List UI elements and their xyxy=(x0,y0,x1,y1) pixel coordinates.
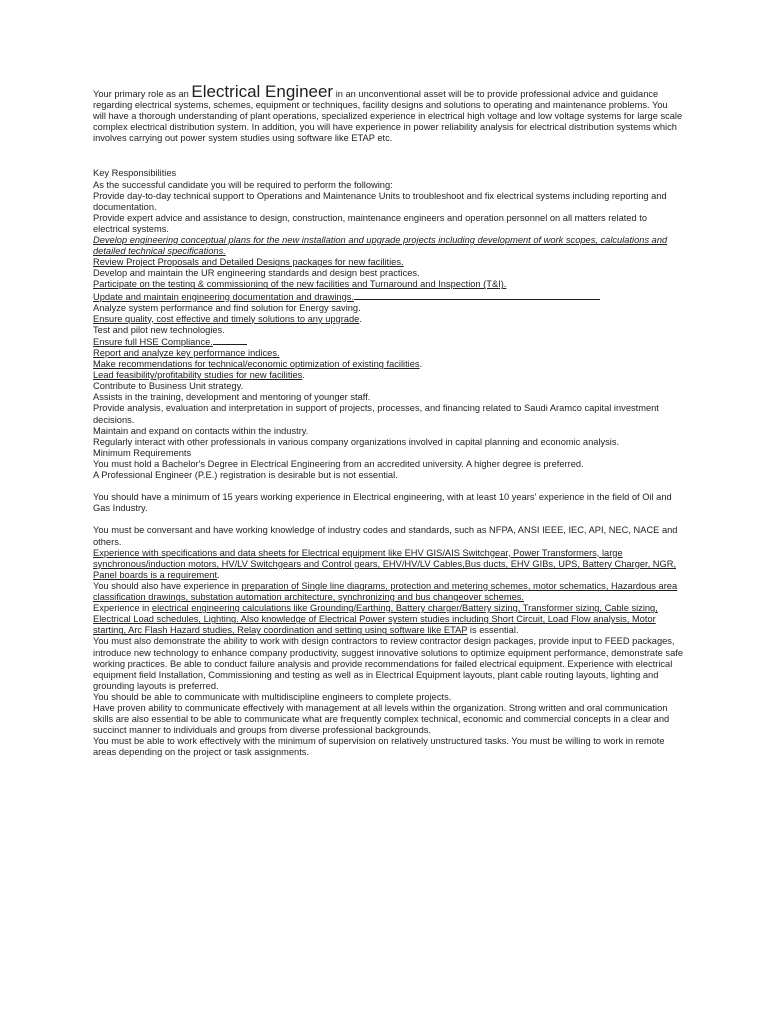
role-title: Electrical Engineer xyxy=(191,82,334,101)
responsibility-item: Contribute to Business Unit strategy. xyxy=(93,381,244,392)
intro-body-text: in an unconventional asset will be to provide professional advice and guidance regarding electrical systems, schemes, equipment or techniques, facility designs and solutions to operating and maintenance problems. You will have a thorough understanding of plant operations, specialized experience in electrical high voltage and low voltage systems for large scale complex electrical distribution system. In addition, you will have experience in power reliability analysis for electrical distribution systems which involves carrying out power system studies using software like ETAP etc. xyxy=(93,89,683,144)
requirements-heading: Minimum Requirements xyxy=(93,447,192,458)
requirement-calcs-suffix: is essential. xyxy=(467,625,519,636)
intro-paragraph xyxy=(93,82,683,144)
underline-rule xyxy=(213,336,247,345)
responsibility-item: Participate on the testing & commissioning of the new facilities and Turnaround and Inspection (T&I). xyxy=(93,279,507,290)
requirement-diagrams: preparation of Single line diagrams, protection and metering schemes, motor schematics, Hazardous area classification drawings, substation automation architecture, synchronizing and bus changeover schemes. xyxy=(93,580,678,603)
requirement-contractors: You must also demonstrate the ability to work with design contractors to review contractor design packages, provide input to FEED packages, introduce new technology to enhance company productivity, suggest innovative solutions to optimize equipment performance, demonstrate safe working practices. Be able to conduct failure analysis and provide recommendations for failed electrical equipment. Experience with electrical equipment field Installation, Commissioning and testing as well as in Electrical Equipment layouts, plant cable routing layouts, lighting and grounding layouts is preferred. xyxy=(93,636,684,691)
responsibility-item: Provide expert advice and assistance to design, construction, maintenance engineers and operation personnel on all matters related to electrical systems. xyxy=(93,212,648,234)
item-period: . xyxy=(217,569,220,580)
item-period: . xyxy=(359,313,362,324)
intro-lead-text: Your primary role as an xyxy=(93,89,192,99)
requirement-codes: You must be conversant and have working knowledge of industry codes and standards, such as NFPA, ANSI IEEE, IEC, API, NEC, NACE and others. xyxy=(93,525,678,547)
responsibility-item: Report and analyze key performance indices. xyxy=(93,347,280,358)
responsibility-item: Lead feasibility/profitability studies for new facilities xyxy=(93,370,303,381)
responsibility-item: Provide day-to-day technical support to Operations and Maintenance Units to troubleshoot and fix electrical systems including reporting and documentation. xyxy=(93,190,667,212)
job-description-document xyxy=(93,82,684,758)
spacer xyxy=(93,481,683,492)
responsibility-item: Develop and maintain the UR engineering standards and design best practices. xyxy=(93,268,420,279)
requirement-remote: You must be able to work effectively with the minimum of supervision on relatively unstructured tasks. You must be willing to work in remote areas depending on the project or task assignments. xyxy=(93,736,665,758)
requirement-communicate: Have proven ability to communicate effectively with management at all levels within the organization. Strong written and oral communication skills are also essential to be able to communicate what are frequently complex technical, economic and commercial concepts in a clear and succinct manner to individuals and groups from diverse professional backgrounds. xyxy=(93,702,670,736)
underline-rule xyxy=(354,291,600,300)
responsibility-item: Regularly interact with other professionals in various company organizations involved in capital planning and economic analysis. xyxy=(93,436,620,447)
requirement-specs: Experience with specifications and data sheets for Electrical equipment like EHV GIS/AIS Switchgear, Power Transformers, large synchronous/induction motors, HV/LV Switchgears and Control gears, EHV/HV/LV Cables,Bus ducts, EHV GIBs, UPS, Battery Charger, NGR, Panel boards is a requirement xyxy=(93,547,677,580)
responsibility-item: Test and pilot new technologies. xyxy=(93,324,225,335)
responsibility-item: Assists in the training, development and mentoring of younger staff. xyxy=(93,392,371,403)
responsibility-item: Make recommendations for technical/economic optimization of existing facilities xyxy=(93,359,420,370)
item-period: . xyxy=(419,359,423,370)
requirement-diagrams-prefix: You should also have experience in xyxy=(93,580,242,591)
requirement-experience: You should have a minimum of 15 years working experience in Electrical engineering, with at least 10 years' experience in the field of Oil and Gas Industry. xyxy=(93,492,672,514)
responsibility-item: Analyze system performance and find solution for Energy saving. xyxy=(93,302,361,313)
responsibility-item: Ensure full HSE Compliance. xyxy=(93,336,213,347)
responsibility-item: Maintain and expand on contacts within the industry. xyxy=(93,425,309,436)
responsibilities-lead: As the successful candidate you will be required to perform the following: xyxy=(93,179,393,190)
requirement-pe: A Professional Engineer (P.E.) registration is desirable but is not essential. xyxy=(93,470,398,480)
responsibility-item: Review Project Proposals and Detailed Designs packages for new facilities. xyxy=(93,257,404,268)
responsibilities-heading: Key Responsibilities xyxy=(93,168,177,179)
responsibility-item: Ensure quality, cost effective and timely solutions to any upgrade xyxy=(93,313,360,324)
spacer xyxy=(93,514,683,525)
requirement-multidiscipline: You should be able to communicate with multidiscipline engineers to complete projects. xyxy=(93,691,452,702)
responsibility-item: Provide analysis, evaluation and interpretation in support of projects, processes, and financing related to Saudi Aramco capital investment decisions. xyxy=(93,403,659,425)
item-period: . xyxy=(302,370,305,381)
responsibility-item: Develop engineering conceptual plans for the new installation and upgrade projects including development of work scopes, calculations and detailed technical specifications. xyxy=(93,235,668,257)
requirement-degree: You must hold a Bachelor's Degree in Electrical Engineering from an accredited university. A higher degree is preferred. xyxy=(93,458,584,469)
requirement-calcs: electrical engineering calculations like Grounding/Earthing, Battery charger/Battery sizing, Transformer sizing, Cable sizing, Electrical Load schedules, Lighting. Also knowledge of Electrical Power system studies including Short Circuit, Load Flow analysis, Motor starting, Arc Flash Hazard studies, Relay coordination and setting using software like ETAP xyxy=(93,603,658,636)
requirement-calcs-prefix: Experience in xyxy=(93,603,152,614)
responsibility-item: Update and maintain engineering documentation and drawings. xyxy=(93,291,355,302)
